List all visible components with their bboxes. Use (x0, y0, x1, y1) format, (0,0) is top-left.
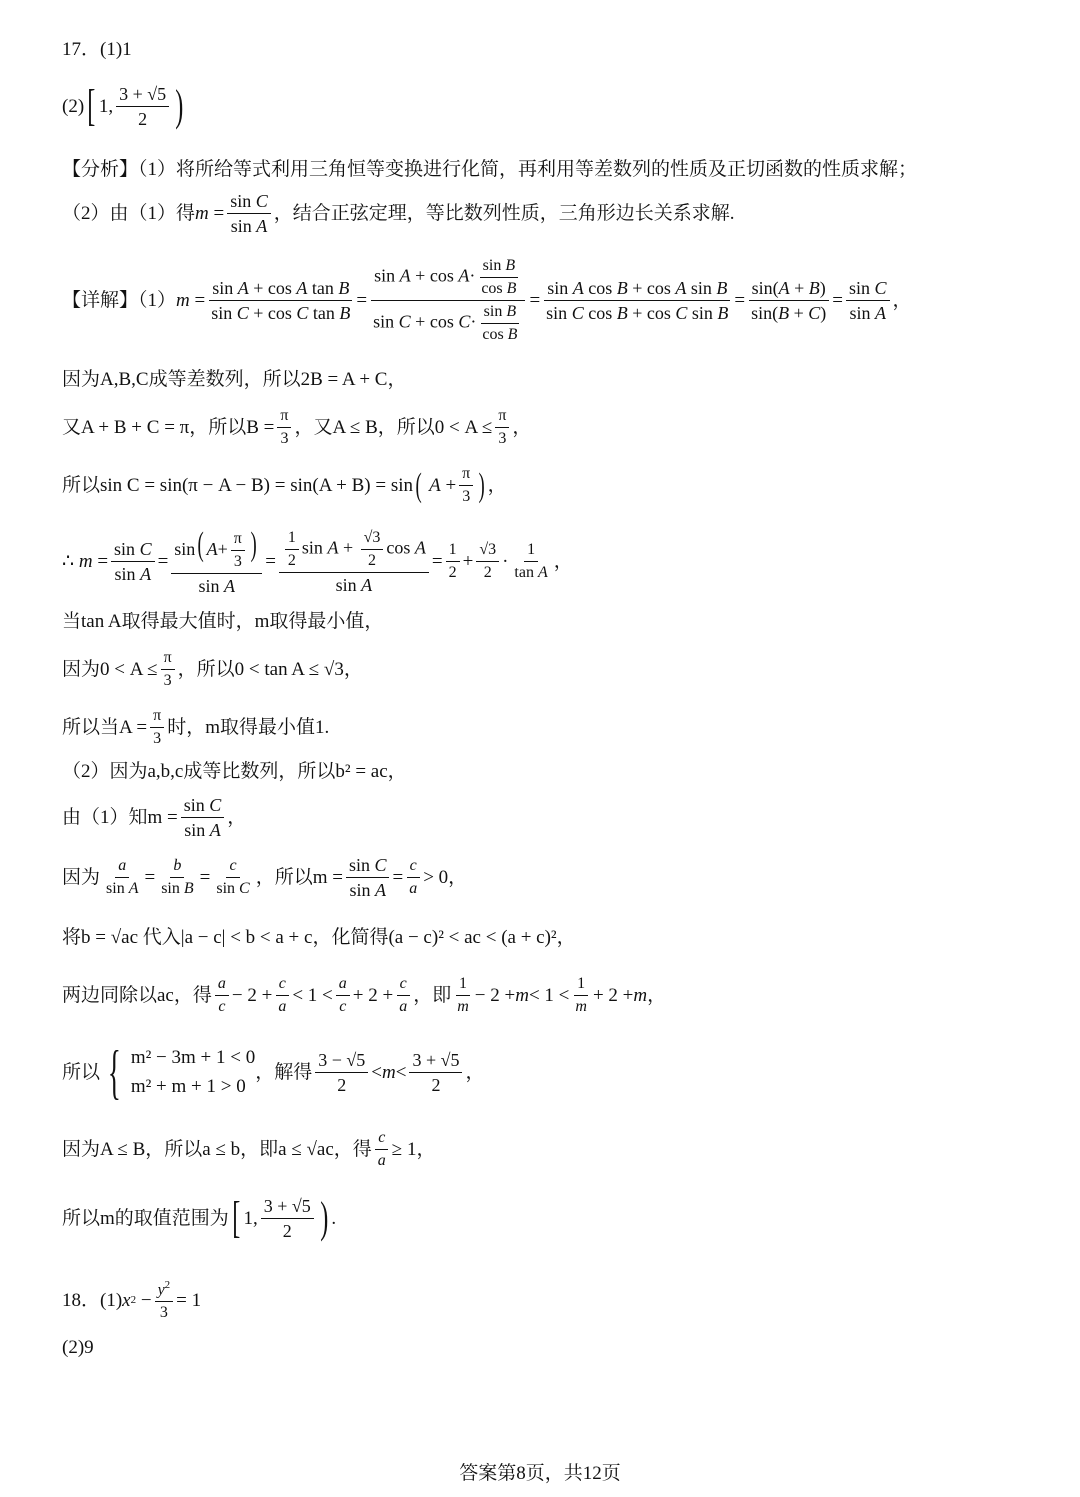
angle-B-line: 又A + B + C = π，所以B = $\frac{\pi}{3}$ ，又A ≤ B，所以0 < A ≤ $\frac{\pi}{3}$ ， (62, 407, 532, 447)
tan-max-line: 当tan A取得最大值时，m取得最小值， (62, 611, 384, 632)
substitution-line: 将b = √ac 代入|a − c| < b < a + c，化简得(a − c)² < ac < (a + c)²， (62, 927, 576, 948)
left-bracket: [ (87, 81, 96, 130)
analysis-line-1: 【分析】（1）将所给等式利用三角恒等变换进行化简，再利用等差数列的性质及正切函数的性质求解； (62, 159, 918, 180)
q17-part2-answer (62, 81, 187, 130)
system-row-2: m² + m + 1 > 0 (130, 1076, 246, 1097)
q17-part2-label: (2) (62, 95, 85, 117)
q18-part1-answer: 18．(1) x 2 − $\frac{y^2}{3}$ = 1 (62, 1279, 202, 1322)
inequality-system-line: 所以 { m² − 3m + 1 < 0 m² + m + 1 > 0 ，解得 $\frac{3 - √5}{2}$ < m < $\frac{3 + √5}{2}$ ， (62, 1039, 485, 1105)
right-paren: ) (175, 81, 184, 130)
m-fraction: $\frac{\text{sin C}}{\text{sin A}}$ (227, 192, 271, 235)
sinC-line: 所以sin C = sin(π − A − B) = sin(A + B) = sin ( A + $\frac{\pi}{3}$ ) ， (62, 465, 507, 505)
final-range-line: 所以m的取值范围为 [ 1, $\frac{3 + √5}{2}$ ) . (62, 1193, 337, 1242)
divide-line: 两边同除以ac，得 $\frac{a}{c}$ − 2 + $\frac{c}{a}$ < 1 < $\frac{a}{c}$ + 2 + $\frac{c}{a}$ ， 即 $\frac{1}{m}$ − 2 + m < 1 < $\frac{1}{m}$ + 2 + m ， (62, 975, 667, 1015)
q18-part2-answer: (2)9 (62, 1337, 94, 1358)
interval-right-fraction: $\frac{3 + √5}{2}$ (116, 85, 169, 128)
law-of-sines-line: 因为 $\frac{a}{\text{sin A}}$ = $\frac{b}{\text{sin B}}$ = $\frac{c}{\text{sin C}}$ ，所以m = $\frac{\text{sin C}}{\text{sin A}}$ = $\frac{c}{a}$ > 0， (62, 855, 468, 900)
page-footer: 答案第8页，共12页 (459, 1463, 621, 1484)
a-le-b-line: 因为A ≤ B，所以a ≤ b，即a ≤ √ac，得 $\frac{c}{a}$ ≥ 1， (62, 1129, 436, 1169)
know-m-line: 由（1）知m = $\frac{\text{sin C}}{\text{sin A}}$ ， (62, 795, 247, 840)
arithmetic-sequence-line: 因为A,B,C成等差数列，所以2B = A + C， (62, 369, 407, 390)
tan-range-line: 因为0 < A ≤ $\frac{\pi}{3}$ ，所以0 < tan A ≤ √3， (62, 649, 363, 689)
analysis-line-2: （2）由（1）得 m = $\frac{\text{sin C}}{\text{sin A}}$ ，结合正弦定理，等比数列性质，三角形边长关系求解. (62, 191, 735, 236)
system-row-1: m² − 3m + 1 < 0 (130, 1047, 256, 1068)
detail-equation: 【详解】（1） m = $\frac{\text{sin A + cos A tan B}}{\text{sin C + cos C tan B}}$ = sin A + cos A· $\frac{\text{sin B}}{\text{cos B}}$ sin C + cos C· $\frac{\text{sin B}}{\text{cos B}}$ = $\frac{\text{sin A cos B + cos A sin B}}{\text{sin C cos B + cos C sin B}}$ = $\frac{\sin(A + B)}{\sin(B + C)}$ = $\frac{\text{sin C}}{\text{sin A}}$ ， (62, 257, 912, 343)
m-expression-line: ∴ m = $\frac{\text{sin C}}{\text{sin A}}$ = sin( A+ $\frac{\pi}{3}$ ) sin A = $\frac{1}{2}$ sin A + $\frac{√3}{2}$ cos A sin A = $\frac{1}{2}$ + $\frac{√3}{2}$ · $\frac{1}{\text{tan A}}$ ， (62, 526, 573, 597)
geometric-sequence-line: （2）因为a,b,c成等比数列，所以b² = ac， (62, 761, 407, 782)
q17-part1-answer: 17．(1)1 (62, 39, 132, 60)
m-min-line: 所以当A = $\frac{\pi}{3}$ 时，m取得最小值1. (62, 707, 330, 747)
interval-left: 1, (98, 95, 114, 117)
